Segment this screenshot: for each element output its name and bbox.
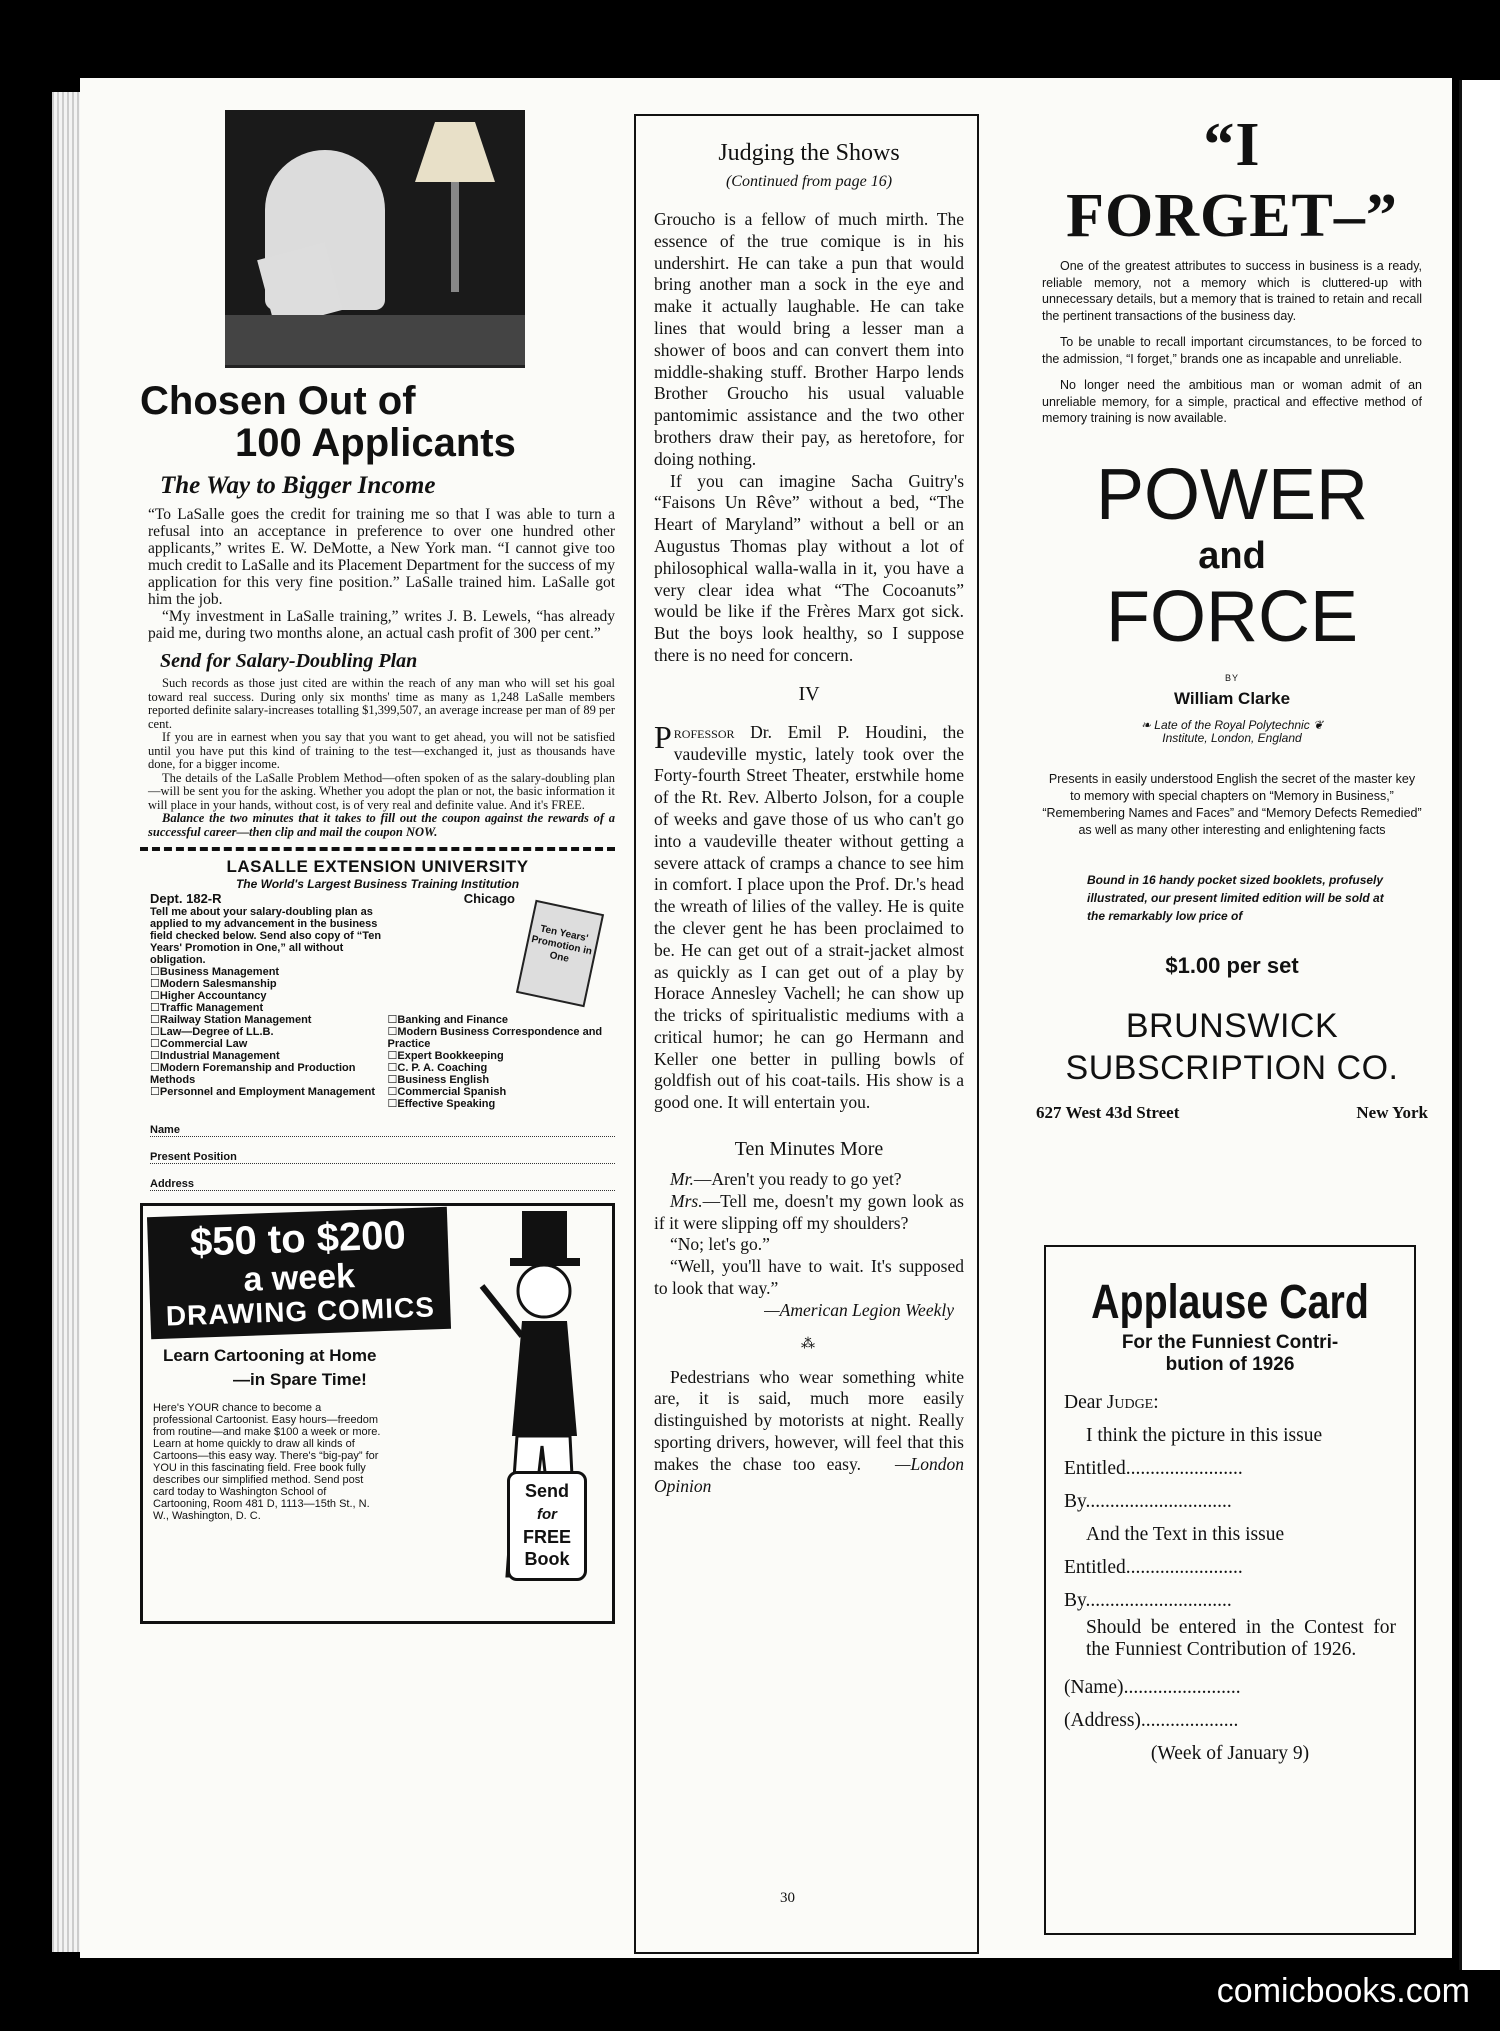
article-paragraph-2: If you can imagine Sacha Guitry's “Faisons Un Rêve” without a bed, “The Heart of Maryland” without a bell or an Augustus Thomas play without a lot of philosophical walla-walla in it, you have a very clear idea what “The Cocoanuts” would be like if the Frères Marx got sick. But the boys look healthy, so I suppose there is no need for concern.: [654, 470, 964, 665]
send-word: Send: [524, 1481, 569, 1501]
coupon-form: [150, 906, 615, 1110]
course-option[interactable]: ☐ Business English: [388, 1074, 616, 1086]
banner-line-2: a week: [242, 1257, 356, 1299]
by-dots: ..............................: [1085, 1491, 1232, 1512]
course-option[interactable]: ☐ Effective Speaking: [388, 1098, 616, 1110]
mrs-label: Mrs.: [670, 1190, 703, 1211]
no-line: “No; let's go.”: [670, 1234, 770, 1255]
course-option[interactable]: ☐ Expert Bookkeeping: [388, 1050, 616, 1062]
lamp-shade-icon: [415, 122, 495, 182]
mr-label: Mr.: [670, 1169, 694, 1190]
desk: [225, 315, 525, 365]
address-dots: ....................: [1140, 1710, 1239, 1731]
brunswick-ad: [1032, 110, 1432, 1940]
subhead: The Way to Bigger Income: [160, 472, 436, 499]
headline-line-2: 100 Applicants: [235, 421, 516, 465]
book-title-and: and: [1198, 534, 1266, 577]
applause-card: [1044, 1245, 1416, 1935]
presents-text: Presents in easily understood English the secret of the master key to memory with special chapters on “Memory in Business,” “Remembering Names and Faces” and “Memory Defects Remedied” as well as many other interesting and enlightening facts: [1042, 771, 1422, 837]
address-field[interactable]: [1064, 1704, 1396, 1737]
site-watermark: comicbooks.com: [1216, 1972, 1470, 2010]
source-london-opinion: —London Opinion: [654, 1453, 964, 1496]
ad-small-print: [148, 677, 615, 839]
by-label-2: By: [1064, 1590, 1086, 1611]
text-entitled-field[interactable]: [1064, 1551, 1396, 1584]
continued-note: [654, 173, 964, 191]
entitled-dots-2: ........................: [1125, 1557, 1243, 1578]
cartoon-banner: [147, 1207, 451, 1339]
forget-paragraph-1: One of the greatest attributes to success in business is a ready, reliable memory, not a memory which is cluttered-up with unnecessary details, but a memory that is trained to retain and recall the pertinent transactions of the business day.: [1042, 259, 1422, 323]
lasalle-ad: [140, 110, 615, 1910]
course-option[interactable]: ☐ Commercial Law: [150, 1038, 378, 1050]
company-line-2: SUBSCRIPTION CO.: [1065, 1048, 1399, 1087]
coupon-request: Tell me about your salary-doubling plan as applied to my advancement in the business field checked below. Send also copy of “Ten Years' Promotion in One,” all without obligation.: [150, 906, 382, 966]
dear-colon: :: [1153, 1392, 1159, 1413]
name-dots: ........................: [1123, 1677, 1241, 1698]
book-word: Book: [524, 1549, 570, 1569]
course-option[interactable]: ☐ Personnel and Employment Management: [150, 1086, 378, 1098]
course-option[interactable]: ☐ C. P. A. Coaching: [388, 1062, 616, 1074]
week-line: (Week of January 9): [1150, 1743, 1310, 1764]
bound-text: Bound in 16 handy pocket sized booklets, profusely illustrated, our present limited edition will be sold at the remarkably low price of: [1087, 872, 1384, 923]
subtitle-line-1: For the Funniest Contri-: [1121, 1332, 1339, 1353]
book-title-force: FORCE: [1106, 576, 1358, 657]
small-paragraph-3: The details of the LaSalle Problem Method—often spoken of as the salary-doubling plan—will be sent you for the asking. Whether you adopt the plan or not, the basic information it will place in your hands, without cost, is of very real and definite value. And it's FREE.: [148, 770, 615, 812]
article-paragraph-3: Dr. Emil P. Houdini, the vaudeville mystic, lately took over the Forty-fourth Street Theater, erstwhile home of the Rt. Rev. Alberto Jolson, for a couple of weeks and gave those of us who can't go into a vaudeville theater without getting a severe attack of cramps a chance to see him in comfort. I place upon the Prof. Dr.'s head the wreath of lilies of the valley. He is quite the clever gent he has been proclaimed to be. He can get out of a strait-jacket almost as quickly as I can get out of a play by Horace Annesley Vachell; he can show up the tricks of spiritualistic mediums with a critical humor; he can go Hermann and Keller one better in pulling bowls of goldfish out of his coat-tails. His show is a good one. It will entertain you.: [654, 721, 964, 1113]
name-field[interactable]: [1064, 1671, 1396, 1704]
article-body-2: [654, 718, 964, 1114]
small-paragraph-4: Balance the two minutes that it takes to fill out the coupon against the rewards of a successful career—then clip and mail the coupon NOW.: [148, 811, 615, 839]
applause-form: [1064, 1386, 1396, 1770]
headline: [140, 380, 615, 464]
course-option[interactable]: ☐ Law—Degree of LL.B.: [150, 1026, 378, 1038]
ad-paragraph-2: “My investment in LaSalle training,” writes J. B. Lewels, “has already paid me, during two months alone, an actual cash profit of 300 per cent.”: [148, 608, 615, 642]
by-label: By: [1064, 1491, 1086, 1512]
price: $1.00 per set: [1165, 952, 1299, 978]
author-name: William Clarke: [1173, 688, 1291, 708]
judge-word: Judge: [1106, 1392, 1154, 1413]
joke-title: Ten Minutes More: [734, 1138, 884, 1161]
credentials-line-2: Institute, London, England: [1162, 730, 1302, 745]
university-tagline: The World's Largest Business Training Institution: [235, 877, 520, 891]
coupon-cut-line: [140, 847, 615, 851]
name-label: (Name): [1064, 1677, 1124, 1698]
learn-line-2: —in Spare Time!: [233, 1370, 367, 1389]
page-number: 30: [780, 1890, 795, 1906]
picture-line: I think the picture in this issue: [1086, 1425, 1323, 1446]
continued-text: (Continued from page 16): [725, 173, 893, 190]
name-field[interactable]: Name: [150, 1124, 615, 1137]
forget-body: [1042, 258, 1422, 427]
entitled-label-2: Entitled: [1064, 1557, 1126, 1578]
course-option[interactable]: ☐ Business Management: [150, 966, 378, 978]
source-american-legion: —American Legion Weekly: [764, 1299, 954, 1320]
text-line: And the Text in this issue: [1086, 1524, 1285, 1545]
dear-word: Dear: [1064, 1392, 1107, 1413]
cartooning-ad: [140, 1203, 615, 1624]
well-line: “Well, you'll have to wait. It's supposed to look that way.”: [654, 1256, 964, 1299]
learn-line-1: Learn Cartooning at Home: [163, 1346, 377, 1365]
article-paragraph-1: Groucho is a fellow of much mirth. The essence of the true comique is in his undershirt. He can take a pun that would bring another man a sock in the eye and make it actually laughable. He can take lines that would bring a lesser man a shower of boos and can convert them into middle-shaking stuff. Brother Harpo lends Brother Groucho his usual valuable pantomimic assistance and the two other brothers draw their pay, as heretofore, for doing nothing.: [654, 209, 964, 469]
contest-line: Should be entered in the Contest for the Funniest Contribution of 1926.: [1086, 1617, 1396, 1660]
author-credentials: [1032, 719, 1432, 745]
pedestrian-text: Pedestrians who wear something white are, it is said, much more easily distinguished by motorists at night. Really sporting drivers, however, will feel that this makes the chase too easy.: [654, 1366, 964, 1474]
lamp-stem: [451, 182, 459, 292]
cartoon-body: Here's YOUR chance to become a professional Cartoonist. Easy hours—freedom from routine—and make $100 a week or more. Learn at home quickly to draw all kinds of Cartoons—this easy way. There's “big-pay” for YOU in this fascinating field. Free book fully describes our simplified method. Send post card today to Washington School of Cartooning, Room 481 D, 1113—15th St., N. W., Washington, D. C.: [153, 1402, 381, 1522]
ad-body: [148, 506, 615, 642]
picture-entitled-field[interactable]: [1064, 1452, 1396, 1485]
course-option[interactable]: ☐ Modern Foremanship and Production Methods: [150, 1062, 378, 1086]
book-title-power: POWER: [1095, 454, 1368, 535]
judging-shows-article: [634, 114, 979, 1954]
headline-line-1: Chosen Out of: [140, 379, 416, 423]
fleuron-right-icon: ❦: [1313, 717, 1324, 732]
applause-subtitle: [1046, 1332, 1414, 1376]
fleuron-left-icon: ❧: [1140, 717, 1151, 732]
text-by-field[interactable]: [1064, 1584, 1396, 1617]
entitled-dots: ........................: [1125, 1458, 1243, 1479]
joke-body: [654, 1169, 964, 1322]
send-free-book-badge: [507, 1471, 587, 1581]
banner-line-1: $50 to $200: [189, 1213, 407, 1265]
company-line-1: BRUNSWICK: [1125, 1006, 1339, 1045]
address-label: (Address): [1064, 1710, 1141, 1731]
by-dots-2: ..............................: [1085, 1590, 1232, 1611]
pedestrian-joke: [654, 1367, 964, 1498]
next-page-edge: [1459, 80, 1500, 1970]
entitled-label: Entitled: [1064, 1458, 1126, 1479]
company-name: [1032, 1005, 1432, 1089]
forget-paragraph-2: To be unable to recall important circumstances, to be forced to the admission, “I forget,” brands one as incapable and unreliable.: [1042, 335, 1422, 366]
course-option[interactable]: ☐ Modern Salesmanship: [150, 978, 378, 990]
article-body: [654, 209, 964, 667]
course-option[interactable]: ☐ Higher Accountancy: [150, 990, 378, 1002]
for-word: for: [537, 1506, 557, 1523]
subhead-2: Send for Salary-Doubling Plan: [160, 650, 418, 672]
dept-city: Chicago: [463, 891, 515, 906]
picture-by-field[interactable]: [1064, 1485, 1396, 1518]
forget-paragraph-3: No longer need the ambitious man or woman admit of an unreliable memory, for a simple, practical and effective method of memory training is now available.: [1042, 378, 1422, 425]
subtitle-line-2: bution of 1926: [1165, 1354, 1295, 1375]
small-paragraph-1: Such records as those just cited are within the reach of any man who will set his goal toward real success. During only six months' time as many as 1,248 LaSalle members reported definite salary-increases totalling $1,399,507, an average increase per man of 89 per cent.: [148, 676, 615, 731]
street: 627 West 43d Street: [1036, 1102, 1180, 1122]
course-option[interactable]: ☐ Traffic Management: [150, 1002, 378, 1014]
drop-cap: P: [654, 718, 672, 755]
free-word: FREE: [522, 1527, 571, 1547]
options-left: [150, 966, 378, 1110]
applause-title: Applause Card: [1091, 1276, 1369, 1329]
forget-headline: “I FORGET–”: [1066, 111, 1398, 250]
credentials-line-1: Late of the Royal Polytechnic: [1154, 717, 1310, 732]
address-field[interactable]: Address: [150, 1178, 615, 1191]
mr-text: —Aren't you ready to go yet?: [693, 1169, 902, 1190]
course-option[interactable]: ☐ Industrial Management: [150, 1050, 378, 1062]
small-paragraph-2: If you are in earnest when you say that you want to get ahead, you will not be satisfied until you have put this kind of training to the test—exchanged it, just as thousands have done, for a bigger income.: [148, 730, 615, 771]
mrs-text: —Tell me, doesn't my gown look as if it were slipping off my shoulders?: [654, 1190, 964, 1233]
banner-line-3: DRAWING COMICS: [165, 1291, 436, 1332]
course-option[interactable]: ☐ Modern Business Correspondence and Practice: [388, 1026, 616, 1050]
article-title: Judging the Shows: [718, 140, 900, 166]
course-option[interactable]: ☐ Banking and Finance: [388, 1014, 616, 1026]
university-name: LASALLE EXTENSION UNIVERSITY: [226, 857, 529, 876]
ad-paragraph-1: “To LaSalle goes the credit for training me so that I was able to turn a refusal into an acceptance in preference to over one hundred other applicants,” writes E. W. DeMotte, a New York man. “I cannot give too much credit to LaSalle and its Placement Department for the success of my application for this very fine position.” LaSalle trained him. LaSalle got him the job.: [148, 506, 615, 608]
small-caps-word: rofessor: [673, 721, 735, 742]
course-option[interactable]: ☐ Railway Station Management: [150, 1014, 378, 1026]
promotion-book-icon: Ten Years' Promotion in One: [516, 900, 604, 1007]
by-label: BY: [1224, 672, 1239, 683]
dept-number: Dept. 182-R: [150, 891, 222, 906]
city: New York: [1356, 1102, 1428, 1122]
company-address: [1036, 1103, 1428, 1123]
section-number: IV: [798, 682, 820, 705]
reading-man-photo: [225, 110, 525, 368]
binding-edge: [52, 92, 82, 1952]
ornament-icon: ⁂: [801, 1336, 817, 1352]
course-option[interactable]: ☐ Commercial Spanish: [388, 1086, 616, 1098]
position-field[interactable]: Present Position: [150, 1151, 615, 1164]
